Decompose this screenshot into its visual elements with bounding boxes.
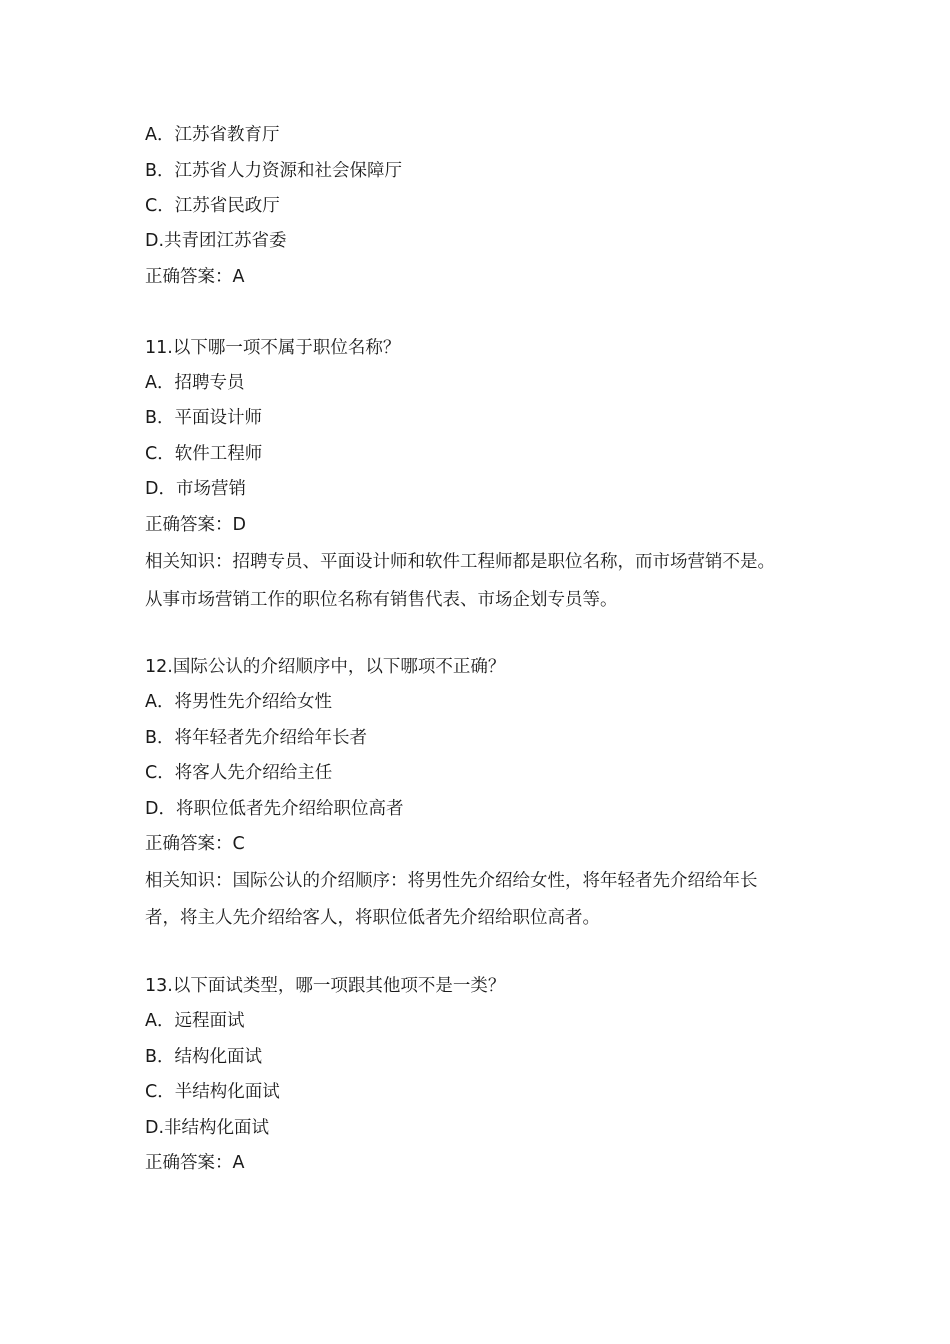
q13-option-b: B．结构化面试 [145, 1047, 263, 1067]
q13-question: 13.以下面试类型，哪一项跟其他项不是一类？ [145, 976, 506, 996]
q11-option-b: B．平面设计师 [145, 408, 263, 428]
q11-option-c: C．软件工程师 [145, 444, 263, 464]
q12-option-d: D．将职位低者先介绍给职位高者 [145, 799, 404, 819]
q12-option-a: A．将男性先介绍给女性 [145, 692, 332, 712]
q10-option-b: B．江苏省人力资源和社会保障厅 [145, 161, 403, 181]
q10-option-d: D.共青团江苏省委 [145, 231, 287, 251]
q12-knowledge-line-2: 者，将主人先介绍给客人，将职位低者先介绍给职位高者。 [145, 908, 600, 928]
q11-option-a: A．招聘专员 [145, 373, 245, 393]
q12-option-b: B．将年轻者先介绍给年长者 [145, 728, 368, 748]
q11-option-d: D．市场营销 [145, 479, 246, 499]
q10-answer: 正确答案：A [145, 267, 245, 287]
q12-option-c: C．将客人先介绍给主任 [145, 763, 333, 783]
q12-knowledge-line-1: 相关知识：国际公认的介绍顺序：将男性先介绍给女性，将年轻者先介绍给年长 [145, 871, 758, 891]
q11-knowledge-line-1: 相关知识：招聘专员、平面设计师和软件工程师都是职位名称，而市场营销不是。 [145, 552, 775, 572]
q11-question: 11.以下哪一项不属于职位名称？ [145, 338, 401, 358]
q11-answer: 正确答案：D [145, 515, 246, 535]
q11-knowledge-line-2: 从事市场营销工作的职位名称有销售代表、市场企划专员等。 [145, 590, 618, 610]
q10-option-a: A．江苏省教育厅 [145, 125, 280, 145]
q10-option-c: C．江苏省民政厅 [145, 196, 280, 216]
q13-option-c: C．半结构化面试 [145, 1082, 280, 1102]
q12-answer: 正确答案：C [145, 834, 245, 854]
q13-answer: 正确答案：A [145, 1153, 245, 1173]
q12-question: 12.国际公认的介绍顺序中，以下哪项不正确？ [145, 657, 506, 677]
q13-option-d: D.非结构化面试 [145, 1118, 270, 1138]
q13-option-a: A．远程面试 [145, 1011, 245, 1031]
